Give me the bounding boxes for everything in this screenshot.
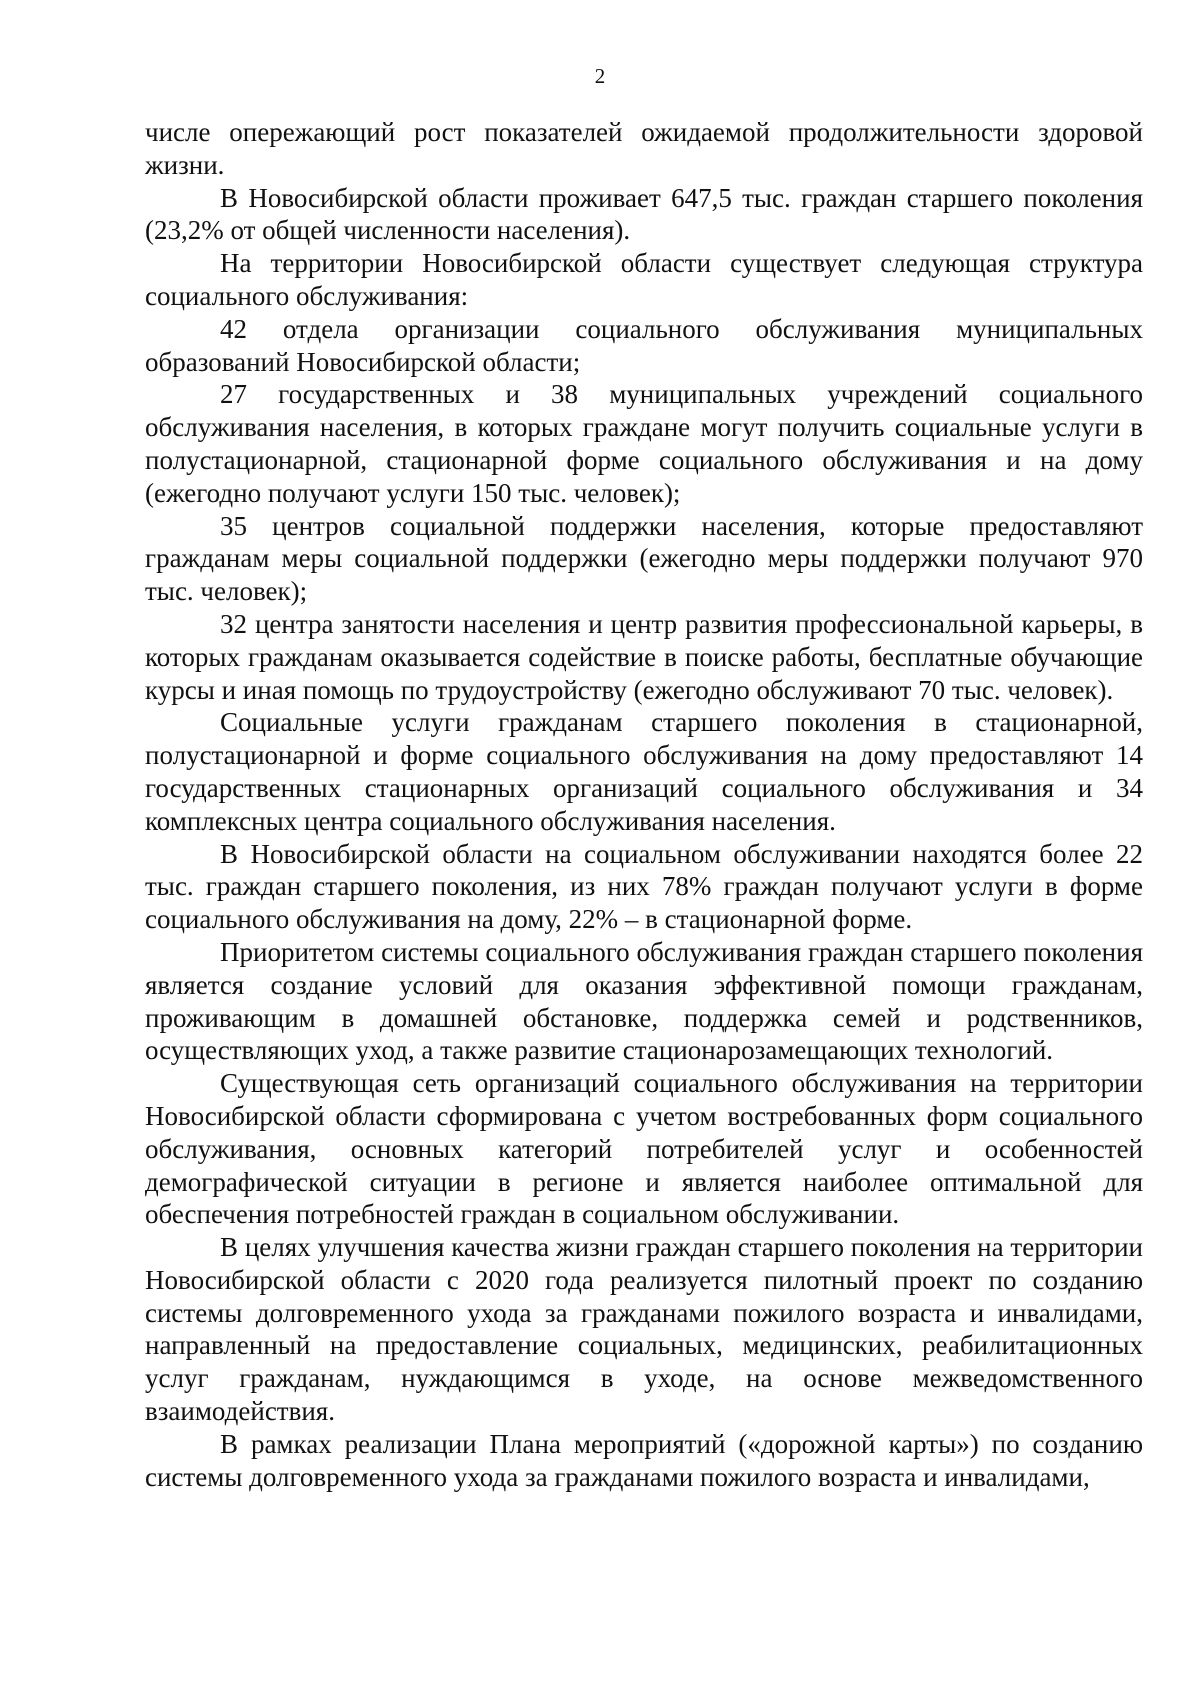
paragraph: Социальные услуги гражданам старшего поколения в стационарной, полустационарной и форме социального обслуживания на дому предоставляют 14 государственных стационарных организаций социального обслуживания и 34 комплексных центра социального обслуживания населения. [145,707,1143,836]
paragraph: В целях улучшения качества жизни граждан старшего поколения на территории Новосибирской области с 2020 года реализуется пилотный проект по созданию системы долговременного ухода за гражданами пожилого возраста и инвалидами, направленный на предоставление социальных, медицинских, реабилитационных услуг гражданам, нуждающимся в уходе, на основе межведомственного взаимодействия. [145,1232,1143,1427]
paragraph: числе опережающий рост показателей ожидаемой продолжительности здоровой жизни. [145,117,1143,180]
paragraph: Приоритетом системы социального обслуживания граждан старшего поколения является создание условий для оказания эффективной помощи гражданам, проживающим в домашней обстановке, поддержка семей и родственников, осуществляющих уход, а также развитие стационарозамещающих технологий. [145,936,1143,1066]
paragraph: На территории Новосибирской области существует следующая структура социального обслуживания: [145,248,1143,311]
page-number: 2 [594,64,606,88]
paragraph: 32 центра занятости населения и центр развития профессиональной карьеры, в которых гражданам оказывается содействие в поиске работы, бесплатные обучающие курсы и иная помощь по трудоустройству (ежегодно обслуживают 70 тыс. человек). [145,608,1143,705]
paragraph: Существующая сеть организаций социального обслуживания на территории Новосибирской области сформирована с учетом востребованных форм социального обслуживания, основных категорий потребителей услуг и особенностей демографической ситуации в регионе и является наиболее оптимальной для обеспечения потребностей граждан в социальном обслуживании. [145,1068,1143,1230]
paragraph: 35 центров социальной поддержки населения, которые предоставляют гражданам меры социальной поддержки (ежегодно меры поддержки получают 970 тыс. человек); [145,510,1143,607]
paragraph: 27 государственных и 38 муниципальных учреждений социального обслуживания населения, в которых граждане могут получить социальные услуги в полустационарной, стационарной форме социального обслуживания и на дому (ежегодно получают услуги 150 тыс. человек); [145,379,1143,508]
document-body [145,116,1143,1493]
paragraph: В Новосибирской области на социальном обслуживании находятся более 22 тыс. граждан старшего поколения, из них 78% граждан получают услуги в форме социального обслуживания на дому, 22% – в стационарной форме. [145,838,1143,935]
paragraph: В рамках реализации Плана мероприятий («дорожной карты») по созданию системы долговременного ухода за гражданами пожилого возраста и инвалидами, [145,1428,1143,1492]
paragraph: 42 отдела организации социального обслуживания муниципальных образований Новосибирской области; [145,313,1143,377]
paragraph: В Новосибирской области проживает 647,5 тыс. граждан старшего поколения (23,2% от общей численности населения). [145,182,1143,246]
